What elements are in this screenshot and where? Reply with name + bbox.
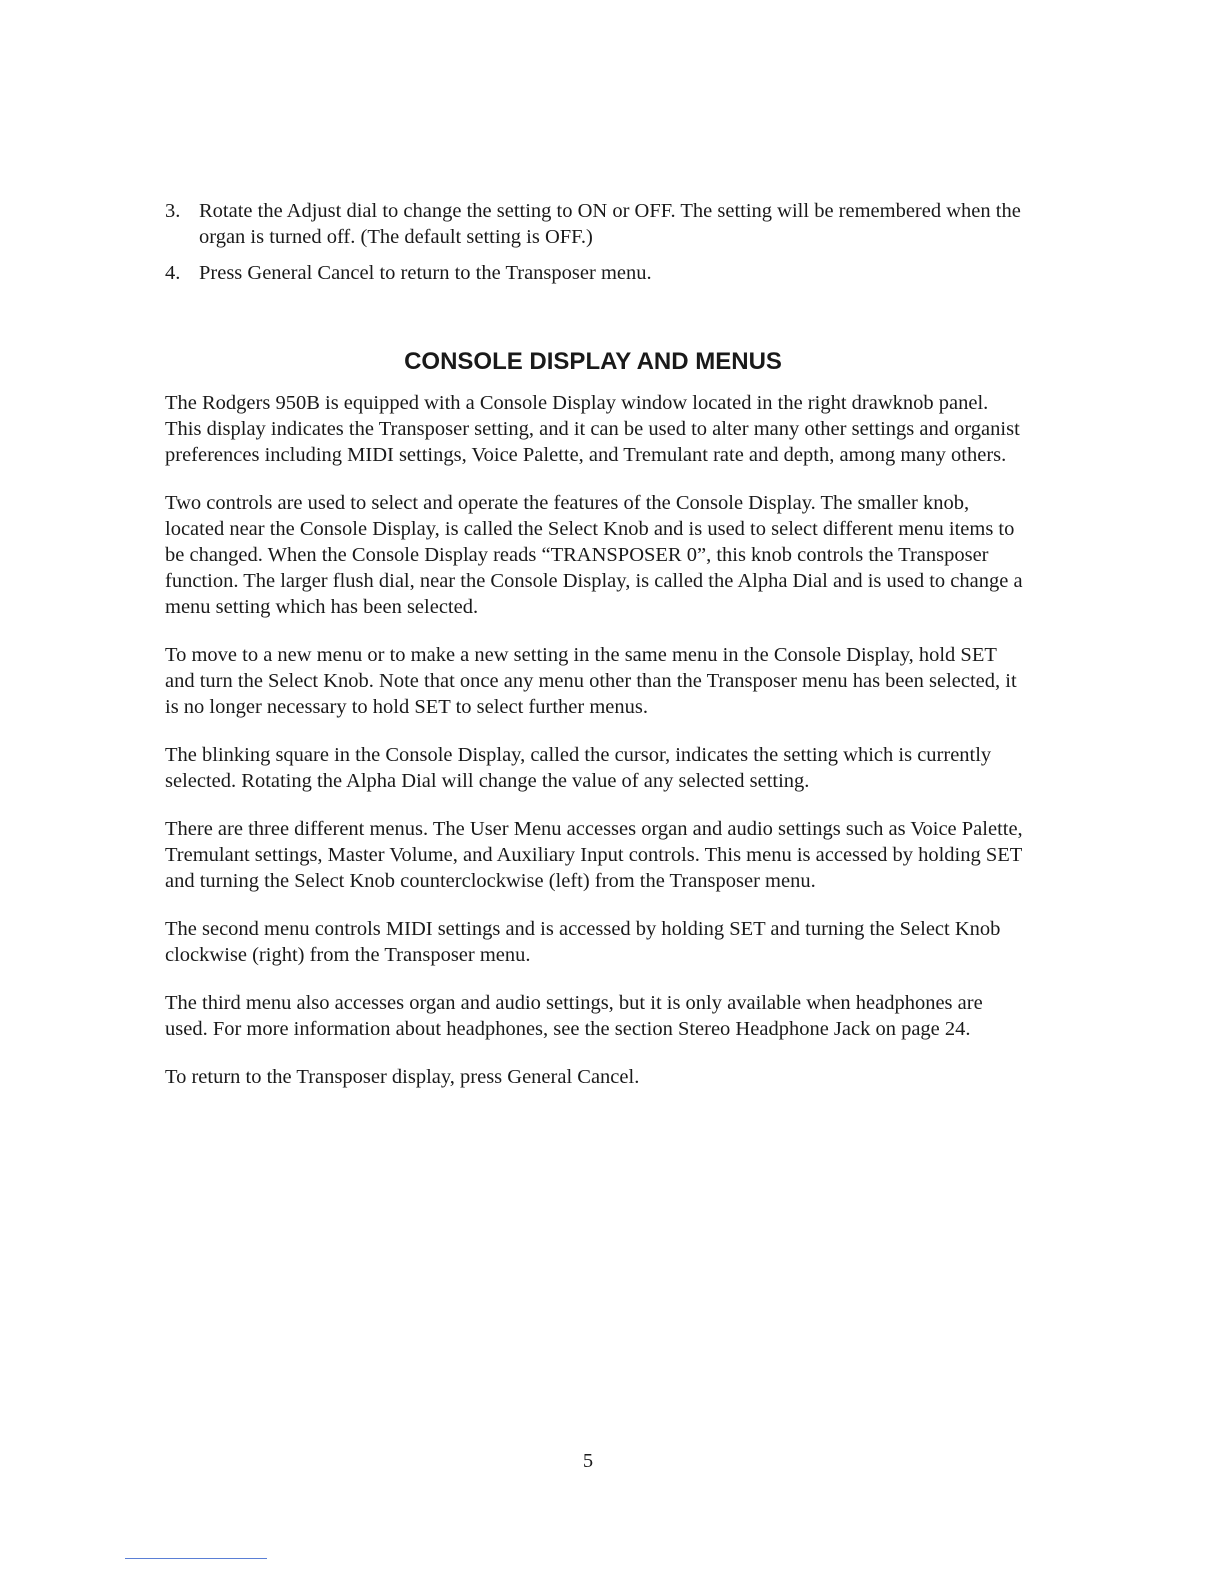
step-text: Rotate the Adjust dial to change the setting to ON or OFF. The setting will be remembered when the organ is turned off. (The default setting is OFF.): [199, 200, 1021, 248]
footer-rule: [125, 1558, 267, 1559]
numbered-steps-list: [165, 198, 1035, 296]
paragraph: The third menu also accesses organ and audio settings, but it is only available when headphones are used. For more information about headphones, see the section Stereo Headphone Jack on page 24.: [165, 992, 983, 1040]
step-number: 3.: [165, 200, 181, 222]
section-heading: CONSOLE DISPLAY AND MENUS: [404, 348, 782, 375]
paragraph: The Rodgers 950B is equipped with a Console Display window located in the right drawknob panel. This display indicates the Transposer setting, and it can be used to alter many other settings and organist preferences including MIDI settings, Voice Palette, and Tremulant rate and depth, among many others.: [165, 392, 1020, 466]
paragraph: To return to the Transposer display, press General Cancel.: [165, 1066, 640, 1088]
paragraph: To move to a new menu or to make a new setting in the same menu in the Console Display, hold SET and turn the Select Knob. Note that once any menu other than the Transposer menu has been selected, it is no longer necessary to hold SET to select further menus.: [165, 644, 1017, 718]
page-number: 5: [582, 1450, 594, 1472]
paragraph: Two controls are used to select and operate the features of the Console Display. The smaller knob, located near the Console Display, is called the Select Knob and is used to select different menu items to be changed. When the Console Display reads “TRANSPOSER 0”, this knob controls the Transposer function. The larger flush dial, near the Console Display, is called the Alpha Dial and is used to change a menu setting which has been selected.: [165, 492, 1023, 618]
list-item: [165, 260, 1035, 286]
paragraph: The second menu controls MIDI settings and is accessed by holding SET and turning the Select Knob clockwise (right) from the Transposer menu.: [165, 918, 1001, 966]
section-body: [165, 390, 1025, 1112]
paragraph: There are three different menus. The User Menu accesses organ and audio settings such as Voice Palette, Tremulant settings, Master Volume, and Auxiliary Input controls. This menu is accessed by holding SET and turning the Select Knob counterclockwise (left) from the Transposer menu.: [165, 818, 1023, 892]
step-number: 4.: [165, 262, 181, 284]
list-item: [165, 198, 1035, 250]
paragraph: The blinking square in the Console Display, called the cursor, indicates the setting which is currently selected. Rotating the Alpha Dial will change the value of any selected setting.: [165, 744, 992, 792]
step-text: Press General Cancel to return to the Transposer menu.: [199, 262, 652, 284]
